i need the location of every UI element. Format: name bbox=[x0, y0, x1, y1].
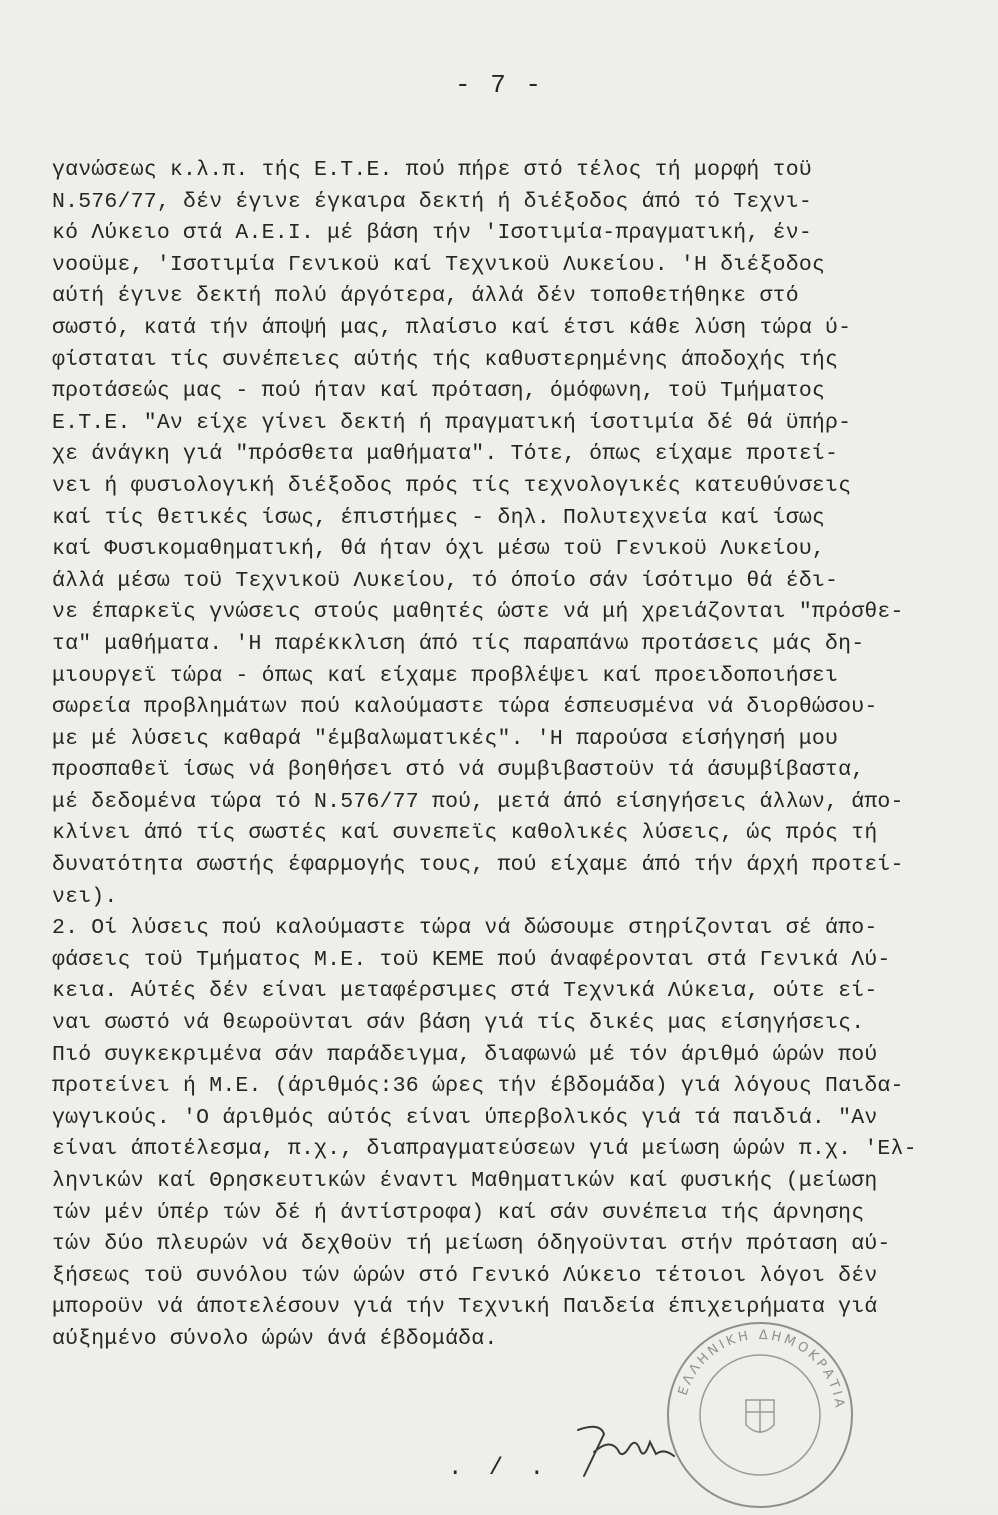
text-line: ναι σωστό νά θεωροϋνται σάν βάση γιά τίς δικές μας είσηγήσεις. bbox=[52, 1011, 865, 1036]
text-line: προτείνει ή Μ.Ε. (άριθμός:36 ώρες τήν έβδομάδα) γιά λόγους Παιδα- bbox=[52, 1074, 904, 1099]
text-line: τών μέν ύπέρ τών δέ ή άντίστροφα) καί σάν συνέπεια τής άρνησης bbox=[52, 1200, 865, 1225]
text-line: Ε.Τ.Ε. "Αν είχε γίνει δεκτή ή πραγματική ίσοτιμία δέ θά ϋπήρ- bbox=[52, 410, 852, 435]
text-line: προτάσεώς μας - πού ήταν καί πρόταση, όμόφωνη, τοϋ Τμήματος bbox=[52, 379, 826, 404]
text-line: Πιό συγκεκριμένα σάν παράδειγμα, διαφωνώ μέ τόν άριθμό ώρών πού bbox=[52, 1042, 878, 1067]
text-line: δυνατότητα σωστής έφαρμογής τους, πού είχαμε άπό τήν άρχή προτεί- bbox=[52, 853, 904, 878]
text-line: 2. Οί λύσεις πού καλούμαστε τώρα νά δώσουμε στηρίζονται σέ άπο- bbox=[52, 916, 878, 941]
text-line: καί Φυσικομαθηματική, θά ήταν όχι μέσω τοϋ Γενικοϋ Λυκείου, bbox=[52, 537, 826, 562]
official-stamp bbox=[660, 1315, 860, 1515]
body-text bbox=[52, 155, 952, 1356]
text-line: άλλά μέσω τοϋ Τεχνικοϋ Λυκείου, τό όποίο σάν ίσότιμο θά έδι- bbox=[52, 568, 839, 593]
text-line: κλίνει άπό τίς σωστές καί συνεπεϊς καθολικές λύσεις, ώς πρός τή bbox=[52, 821, 878, 846]
text-line: με μέ λύσεις καθαρά "έμβαλωματικές". 'Η παρούσα είσήγησή μου bbox=[52, 726, 839, 751]
text-line: ξήσεως τοϋ συνόλου τών ώρών στό Γενικό Λύκειο τέτοιοι λόγοι δέν bbox=[52, 1263, 878, 1288]
text-line: κό Λύκειο στά Α.Ε.Ι. μέ βάση τήν 'Ισοτιμία-πραγματική, έν- bbox=[52, 221, 812, 246]
text-line: μέ δεδομένα τώρα τό Ν.576/77 πού, μετά άπό είσηγήσεις άλλων, άπο- bbox=[52, 789, 904, 814]
text-line: σωρεία προβλημάτων πού καλούμαστε τώρα έσπευσμένα νά διορθώσου- bbox=[52, 695, 878, 720]
text-line: νε έπαρκεϊς γνώσεις στούς μαθητές ώστε νά μή χρειάζονται "πρόσθε- bbox=[52, 600, 904, 625]
text-line: μποροϋν νά άποτελέσουν γιά τήν Τεχνική Παιδεία έπιχειρήματα γιά bbox=[52, 1295, 878, 1320]
text-line: Ν.576/77, δέν έγινε έγκαιρα δεκτή ή διέξοδος άπό τό Τεχνι- bbox=[52, 189, 812, 214]
svg-text:ΕΛΛΗΝΙΚΗ ΔΗΜΟΚΡΑΤΙΑ: ΕΛΛΗΝΙΚΗ ΔΗΜΟΚΡΑΤΙΑ bbox=[675, 1327, 848, 1412]
text-line: μιουργεϊ τώρα - όπως καί είχαμε προβλέψει καί προειδοποιήσει bbox=[52, 663, 839, 688]
text-line: φάσεις τοϋ Τμήματος Μ.Ε. τοϋ ΚΕΜΕ πού άναφέρονται στά Γενικά Λύ- bbox=[52, 947, 891, 972]
text-line: γωγικούς. 'Ο άριθμός αύτός είναι ύπερβολικός γιά τά παιδιά. "Αν bbox=[52, 1105, 878, 1130]
text-line: αύξημένο σύνολο ώρών άνά έβδομάδα. bbox=[52, 1326, 498, 1351]
text-line: είναι άποτέλεσμα, π.χ., διαπραγματεύσεων γιά μείωση ώρών π.χ. 'Ελ- bbox=[52, 1137, 917, 1162]
text-line: σωστό, κατά τήν άποψή μας, πλαίσιο καί έτσι κάθε λύση τώρα ύ- bbox=[52, 315, 852, 340]
text-line: γανώσεως κ.λ.π. τής Ε.Τ.Ε. πού πήρε στό τέλος τή μορφή τοϋ bbox=[52, 158, 812, 182]
text-line: χε άνάγκη γιά "πρόσθετα μαθήματα". Τότε, όπως είχαμε προτεί- bbox=[52, 442, 839, 467]
text-line: προσπαθεϊ ίσως νά βοηθήσει στό νά συμβιβαστοϋν τά άσυμβίβαστα, bbox=[52, 758, 865, 783]
text-line: αύτή έγινε δεκτή πολύ άργότερα, άλλά δέν τοποθετήθηκε στό bbox=[52, 284, 799, 309]
text-line: νοοϋμε, 'Ισοτιμία Γενικοϋ καί Τεχνικοϋ Λυκείου. 'Η διέξοδος bbox=[52, 252, 826, 277]
text-line: καί τίς θετικές ίσως, έπιστήμες - δηλ. Πολυτεχνεία καί ίσως bbox=[52, 505, 826, 530]
text-line: νει ή φυσιολογική διέξοδος πρός τίς τεχνολογικές κατευθύνσεις bbox=[52, 473, 852, 498]
text-line: φίσταται τίς συνέπειες αύτής τής καθυστερημένης άποδοχής τής bbox=[52, 347, 839, 372]
text-line: κεια. Αύτές δέν είναι μεταφέρσιμες στά Τεχνικά Λύκεια, ούτε εί- bbox=[52, 979, 878, 1004]
page-number: - 7 - bbox=[454, 70, 543, 100]
text-line: νει). bbox=[52, 884, 118, 909]
text-line: τών δύο πλευρών νά δεχθοϋν τή μείωση όδηγοϋνται στήν πρόταση αύ- bbox=[52, 1232, 891, 1257]
coat-of-arms-icon bbox=[746, 1400, 774, 1433]
text-line: τα" μαθήματα. 'Η παρέκκλιση άπό τίς παραπάνω προτάσεις μάς δη- bbox=[52, 631, 865, 656]
continuation-mark: . / . bbox=[447, 1455, 550, 1482]
text-line: ληνικών καί Θρησκευτικών έναντι Μαθηματικών καί φυσικής (μείωση bbox=[52, 1169, 878, 1193]
